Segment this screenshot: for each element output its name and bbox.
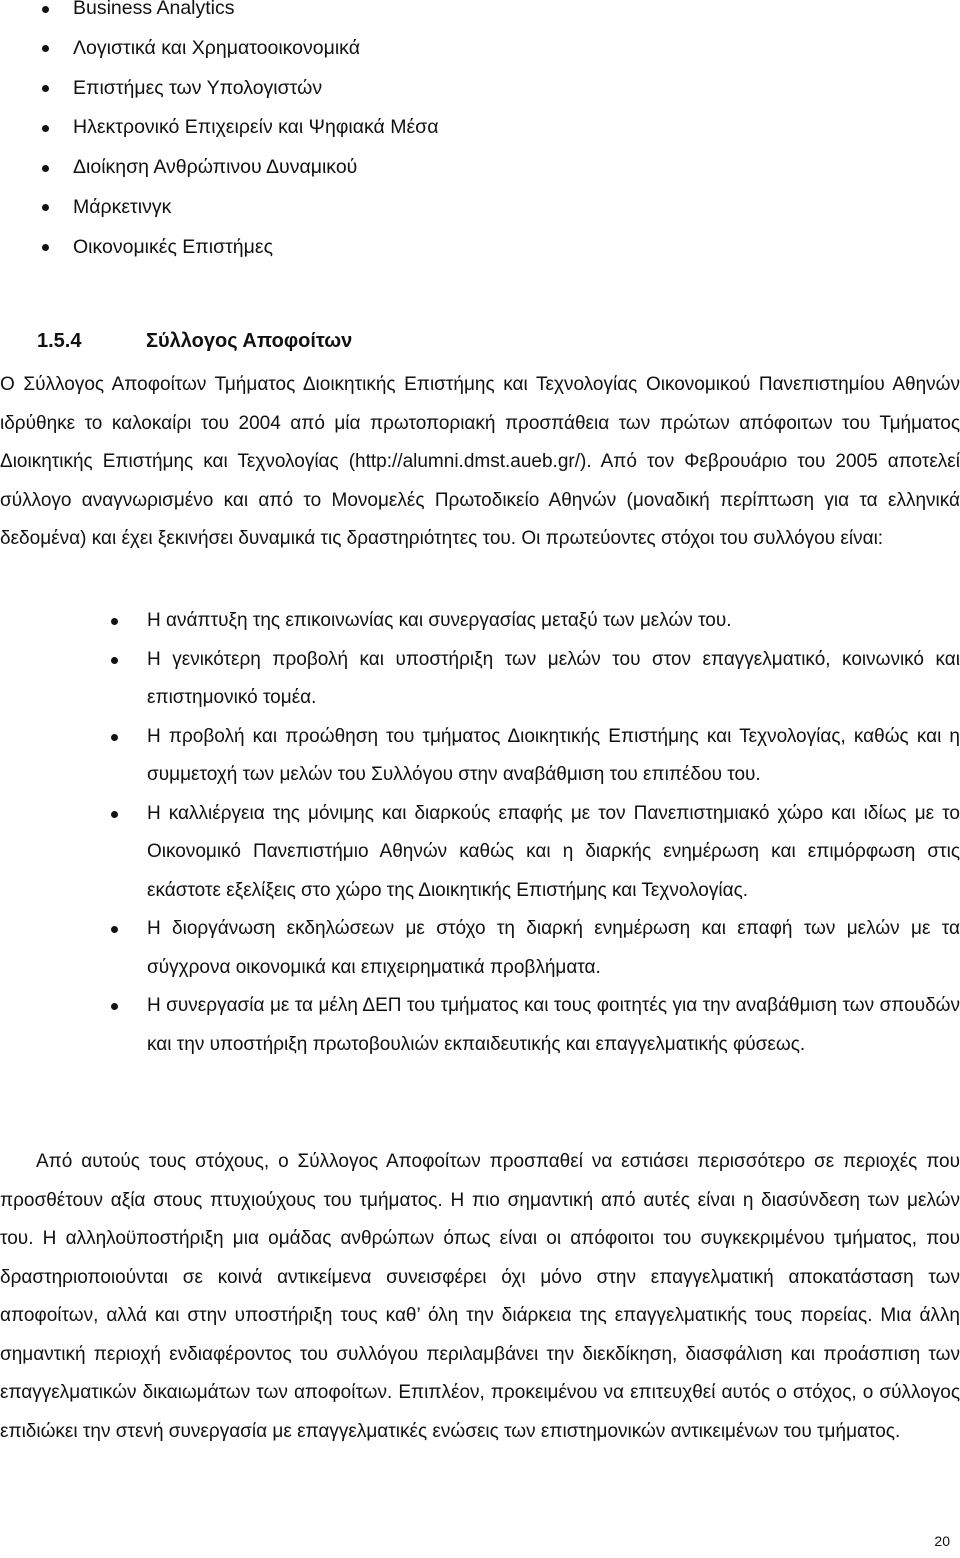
page-number: 20 [934, 1533, 950, 1549]
bullet-icon [111, 618, 118, 625]
list-item: Η καλλιέργεια της μόνιμης και διαρκούς επαφής με τον Πανεπιστημιακό χώρο και ιδίως με το Οικονομικό Πανεπιστήμιο Αθηνών καθώς και η διαρκής ενημέρωση και επιμόρφωση στις εκάστοτε εξελίξεις στο χώρο της Διοικητικής Επιστήμης και Τεχνολογίας. [0, 795, 960, 911]
list-item: Η ανάπτυξη της επικοινωνίας και συνεργασίας μεταξύ των μελών του. [0, 602, 960, 641]
bullet-icon [111, 811, 118, 818]
bullet-icon [111, 657, 118, 664]
bullet-icon [111, 734, 118, 741]
list-item: Επιστήμες των Υπολογιστών [0, 69, 438, 109]
list-item: Η προβολή και προώθηση του τμήματος Διοικητικής Επιστήμης και Τεχνολογίας, καθώς και η συμμετοχή των μελών του Συλλόγου στην αναβάθμιση του επιπέδου του. [0, 718, 960, 795]
list-item: Η διοργάνωση εκδηλώσεων με στόχο τη διαρκή ενημέρωση και επαφή των μελών με τα σύγχρονα οικονομικά και επιχειρηματικά προβλήματα. [0, 910, 960, 987]
list-item: Οικονομικές Επιστήμες [0, 228, 438, 268]
programs-list [0, 0, 438, 268]
bullet-icon [42, 6, 49, 13]
bullet-icon [42, 85, 49, 92]
list-item: Διοίκηση Ανθρώπινου Δυναμικού [0, 148, 438, 188]
bullet-icon [111, 1003, 118, 1010]
list-item: Μάρκετινγκ [0, 188, 438, 228]
bullet-icon [42, 125, 49, 132]
intro-paragraph: Ο Σύλλογος Αποφοίτων Τμήματος Διοικητικής Επιστήμης και Τεχνολογίας Οικονομικού Πανεπιστημίου Αθηνών ιδρύθηκε το καλοκαίρι του 2004 από μία πρωτοποριακή προσπάθεια των πρώτων απόφοιτων του Τμήματος Διοικητικής Επιστήμης και Τεχνολογίας (http://alumni.dmst.aueb.gr/). Από τον Φεβρουάριο του 2005 αποτελεί σύλλογο αναγνωρισμένο και από το Μονομελές Πρωτοδικείο Αθηνών (μοναδική περίπτωση για τα ελληνικά δεδομένα) και έχει ξεκινήσει δυναμικά τις δραστηριότητες του. Οι πρωτεύοντες στόχοι του συλλόγου είναι: [0, 374, 960, 549]
bullet-icon [111, 926, 118, 933]
bullet-icon [42, 204, 49, 211]
section-title: Σύλλογος Αποφοίτων [146, 330, 353, 352]
list-item: Ηλεκτρονικό Επιχειρείν και Ψηφιακά Μέσα [0, 108, 438, 148]
alumni-link[interactable]: http://alumni.dmst.aueb.gr/ [355, 451, 580, 472]
bullet-icon [42, 45, 49, 52]
bullet-icon [42, 244, 49, 251]
body-paragraph: Από αυτούς τους στόχους, ο Σύλλογος Αποφοίτων προσπαθεί να εστιάσει περισσότερο σε περιοχές που προσθέτουν αξία στους πτυχιούχους του τμήματος. Η πιο σημαντική από αυτές είναι η διασύνδεση των μελών του. Η αλληλοϋποστήριξη μια ομάδας ανθρώπων όπως είναι οι απόφοιτοι του συγκεκριμένου τμήματος, που δραστηριοποιούνται σε κοινά αντικείμενα συνεισφέρει όχι μόνο στην επαγγελματική αποκατάσταση των αποφοίτων, αλλά και στην υποστήριξη τους καθ’ όλη την διάρκεια της επαγγελματικής τους πορείας. Μια άλλη σημαντική περιοχή ενδιαφέροντος του συλλόγου περιλαμβάνει την διεκδίκηση, διασφάλιση και προάσπιση των επαγγελματικών δικαιωμάτων των αποφοίτων. Επιπλέον, προκειμένου να επιτευχθεί αυτός ο στόχος, ο σύλλογος επιδιώκει την στενή συνεργασία με επαγγελματικές ενώσεις των επιστημονικών αντικειμένων του τμήματος. [0, 1151, 960, 1442]
list-item: Business Analytics [0, 0, 438, 29]
list-item: Η γενικότερη προβολή και υποστήριξη των μελών του στον επαγγελματικό, κοινωνικό και επιστημονικό τομέα. [0, 641, 960, 718]
bullet-icon [42, 165, 49, 172]
list-item: Λογιστικά και Χρηματοοικονομικά [0, 29, 438, 69]
section-number: 1.5.4 [37, 330, 82, 352]
goals-list [0, 602, 960, 1064]
list-item: Η συνεργασία με τα μέλη ΔΕΠ του τμήματος και τους φοιτητές για την αναβάθμιση των σπουδών και την υποστήριξη πρωτοβουλιών εκπαιδευτικής και επαγγελματικής φύσεως. [0, 987, 960, 1064]
